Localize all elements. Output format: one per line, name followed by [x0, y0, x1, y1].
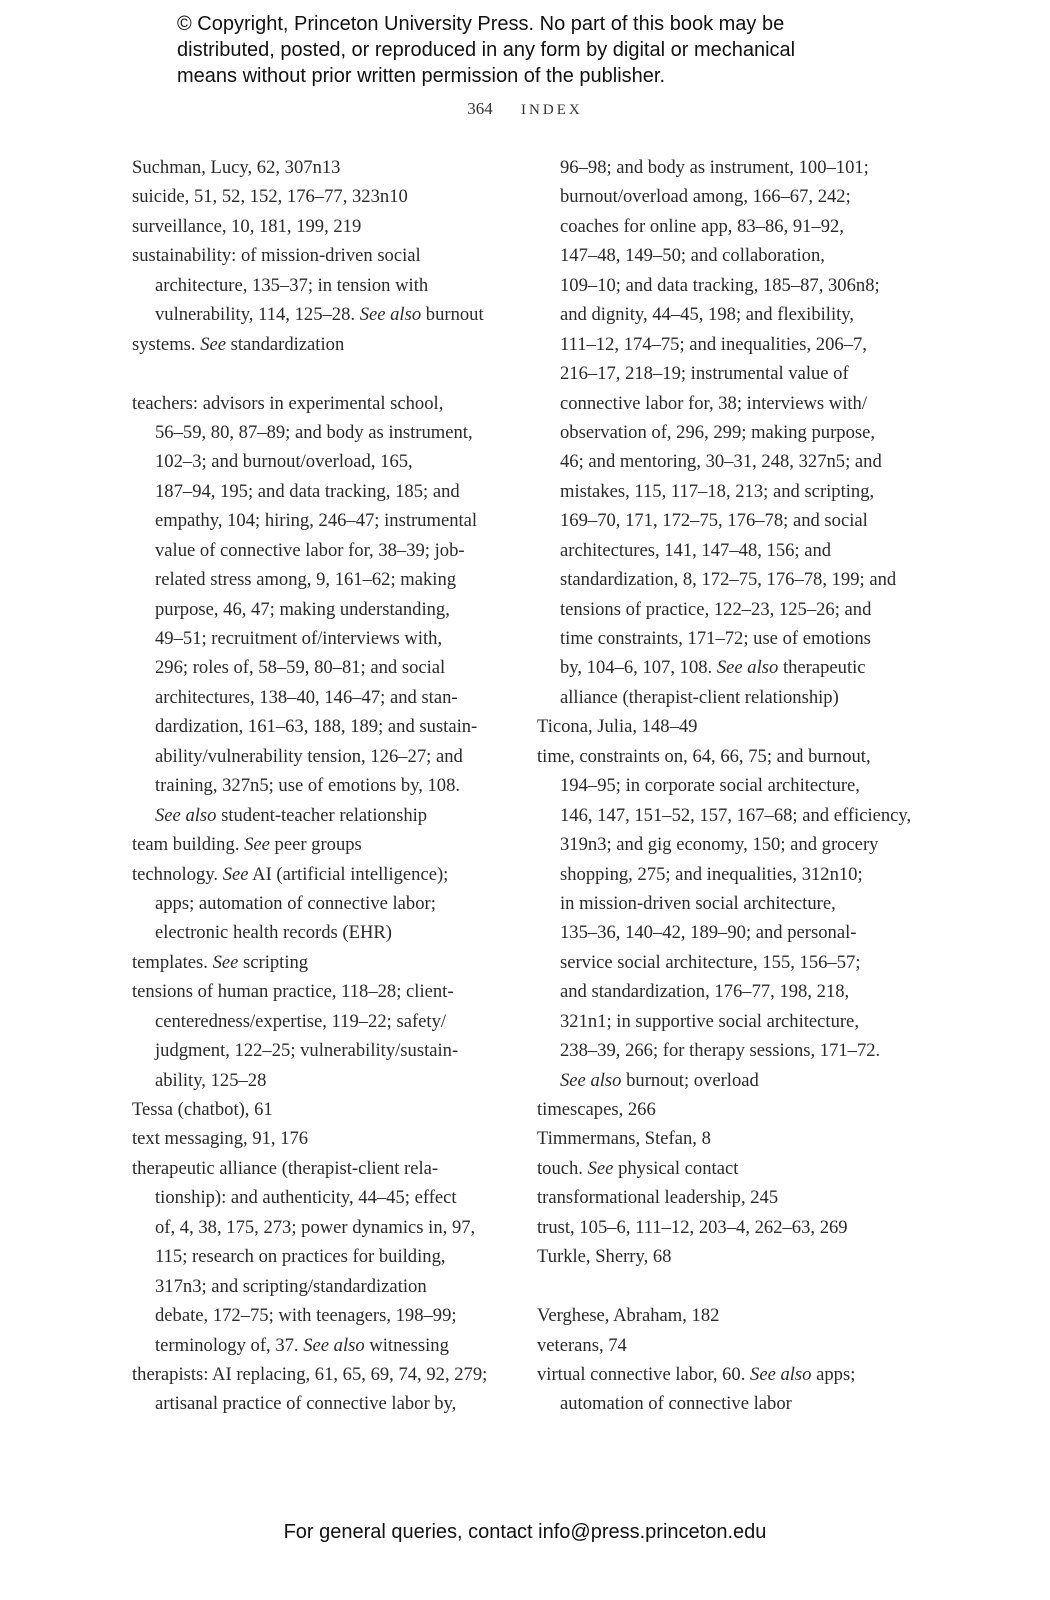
index-subline	[132, 1007, 487, 1036]
index-subline	[537, 506, 911, 535]
index-subline	[132, 742, 487, 771]
entry-text: service social architecture, 155, 156–57;	[560, 951, 861, 973]
entry-text: technology.	[132, 863, 223, 885]
entry-text: time, constraints on, 64, 66, 75; and burnout,	[537, 745, 871, 767]
copyright-line: distributed, posted, or reproduced in any form by digital or mechanical	[177, 39, 796, 61]
index-subline	[537, 153, 911, 182]
index-entry	[537, 1242, 911, 1271]
entry-text: 56–59, 80, 87–89; and body as instrument,	[155, 421, 473, 443]
index-subline	[132, 1272, 487, 1301]
entry-text: shopping, 275; and inequalities, 312n10;	[560, 863, 863, 885]
index-subline	[537, 683, 911, 712]
index-subline	[537, 389, 911, 418]
entry-text: 146, 147, 151–52, 157, 167–68; and efficiency,	[560, 804, 912, 826]
index-entry	[537, 1095, 911, 1124]
entry-text: text messaging, 91, 176	[132, 1128, 309, 1150]
index-subline	[537, 182, 911, 211]
index-subline	[537, 1007, 911, 1036]
index-subline	[132, 536, 487, 565]
cross-reference-label: See also	[359, 304, 422, 326]
entry-text: tionship): and authenticity, 44–45; effect	[155, 1187, 457, 1209]
section-title: INDEX	[521, 102, 583, 118]
index-subline	[537, 359, 911, 388]
index-entry	[132, 241, 487, 270]
entry-text: in mission-driven social architecture,	[560, 892, 836, 914]
entry-text: 296; roles of, 58–59, 80–81; and social	[155, 657, 446, 679]
index-entry	[132, 153, 487, 182]
index-subline	[537, 271, 911, 300]
entry-text: architectures, 141, 147–48, 156; and	[560, 539, 832, 561]
entry-text: ability/vulnerability tension, 126–27; and	[155, 745, 463, 767]
index-subline	[537, 771, 911, 800]
index-entry	[132, 182, 487, 211]
index-entry	[132, 212, 487, 241]
index-entry	[132, 948, 487, 977]
index-subline	[537, 830, 911, 859]
cross-reference-label: See	[200, 333, 226, 355]
index-subline	[537, 1066, 911, 1095]
entry-text: 238–39, 266; for therapy sessions, 171–72.	[560, 1040, 881, 1062]
index-subline	[132, 1389, 487, 1418]
index-subline	[132, 1331, 487, 1360]
entry-text: centeredness/expertise, 119–22; safety/	[155, 1010, 447, 1032]
index-subline	[537, 595, 911, 624]
index-subline	[132, 1066, 487, 1095]
entry-text: time constraints, 171–72; use of emotions	[560, 628, 871, 649]
index-subline	[537, 536, 911, 565]
entry-text: templates.	[132, 951, 213, 973]
index-subline	[132, 506, 487, 535]
index-entry	[537, 1360, 911, 1389]
index-subline	[132, 683, 487, 712]
index-subline	[537, 860, 911, 889]
index-subline	[537, 653, 911, 682]
index-entry	[132, 1154, 487, 1183]
index-subline	[132, 477, 487, 506]
index-subline	[132, 801, 487, 830]
index-subline	[132, 712, 487, 741]
entry-text: coaches for online app, 83–86, 91–92,	[560, 215, 844, 237]
running-head	[0, 99, 1050, 119]
entry-text: 216–17, 218–19; instrumental value of	[560, 363, 849, 385]
entry-text: 169–70, 171, 172–75, 176–78; and social	[560, 510, 868, 532]
blank-line	[132, 359, 487, 388]
entry-text: 115; research on practices for building,	[155, 1246, 446, 1268]
entry-text: artisanal practice of connective labor by,	[155, 1393, 457, 1415]
entry-text: 319n3; and gig economy, 150; and grocery	[560, 834, 879, 856]
entry-text: sustainability: of mission-driven social	[132, 245, 421, 267]
entry-text: 321n1; in supportive social architecture,	[560, 1010, 859, 1032]
entry-text: burnout/overload among, 166–67, 242;	[560, 186, 851, 208]
index-subline	[537, 300, 911, 329]
entry-text: 111–12, 174–75; and inequalities, 206–7,	[560, 333, 867, 355]
cross-reference-label: See also	[155, 804, 217, 826]
entry-text: architecture, 135–37; in tension with	[155, 274, 429, 296]
entry-text: burnout	[421, 304, 484, 326]
index-column-left	[132, 153, 487, 1419]
index-subline	[132, 624, 487, 653]
entry-text: 96–98; and body as instrument, 100–101;	[560, 157, 869, 178]
cross-reference-label: See	[244, 834, 270, 856]
entry-text: empathy, 104; hiring, 246–47; instrumental	[155, 510, 478, 532]
entry-text: terminology of, 37.	[155, 1334, 304, 1356]
index-subline	[537, 624, 911, 653]
entry-text: team building.	[132, 834, 245, 856]
entry-text: and dignity, 44–45, 198; and flexibility,	[560, 304, 855, 326]
index-entry	[537, 1154, 911, 1183]
entry-text: tensions of practice, 122–23, 125–26; and	[560, 598, 872, 620]
entry-text: timescapes, 266	[537, 1099, 656, 1120]
copyright-line: means without prior written permission of the publisher.	[177, 65, 666, 87]
index-entry	[537, 1331, 911, 1360]
entry-text: Ticona, Julia, 148–49	[537, 716, 698, 738]
blank-line	[537, 1272, 911, 1301]
index-subline	[537, 418, 911, 447]
entry-text: therapeutic	[778, 657, 866, 679]
entry-text: training, 327n5; use of emotions by, 108.	[155, 775, 461, 797]
index-entry	[132, 330, 487, 359]
entry-text: standardization, 8, 172–75, 176–78, 199; and	[560, 569, 897, 591]
entry-text: Tessa (chatbot), 61	[132, 1099, 273, 1120]
entry-text: surveillance, 10, 181, 199, 219	[132, 215, 362, 237]
index-entry	[537, 1301, 911, 1330]
entry-text: value of connective labor for, 38–39; job-	[155, 539, 465, 561]
index-subline	[537, 477, 911, 506]
index-subline	[537, 565, 911, 594]
entry-text: judgment, 122–25; vulnerability/sustain-	[155, 1040, 459, 1062]
cross-reference-label: See	[222, 863, 249, 885]
entry-text: 102–3; and burnout/overload, 165,	[155, 451, 413, 473]
index-subline	[132, 300, 487, 329]
index-subline	[132, 918, 487, 947]
index-subline	[132, 889, 487, 918]
entry-text: purpose, 46, 47; making understanding,	[155, 598, 450, 620]
index-subline	[537, 948, 911, 977]
entry-text: transformational leadership, 245	[537, 1187, 779, 1209]
entry-text: 135–36, 140–42, 189–90; and personal-	[560, 922, 857, 944]
entry-text: virtual connective labor, 60.	[537, 1363, 751, 1385]
entry-text: systems.	[132, 333, 201, 355]
index-subline	[132, 565, 487, 594]
index-entry	[537, 1124, 911, 1153]
entry-text: 49–51; recruitment of/interviews with,	[155, 628, 443, 649]
entry-text: veterans, 74	[537, 1334, 627, 1356]
entry-text: tensions of human practice, 118–28; client-	[132, 981, 454, 1003]
index-subline	[132, 1036, 487, 1065]
entry-text: therapeutic alliance (therapist-client rela-	[132, 1157, 439, 1179]
entry-text: Timmermans, Stefan, 8	[537, 1128, 711, 1150]
index-subline	[132, 653, 487, 682]
entry-text: burnout; overload	[621, 1069, 759, 1091]
index-subline	[132, 447, 487, 476]
index-subline	[537, 918, 911, 947]
index-subline	[537, 330, 911, 359]
entry-text: connective labor for, 38; interviews with/	[560, 392, 867, 414]
copyright-notice	[177, 11, 795, 89]
entry-text: student-teacher relationship	[216, 804, 428, 826]
entry-text: 109–10; and data tracking, 185–87, 306n8;	[560, 274, 880, 296]
entry-text: related stress among, 9, 161–62; making	[155, 569, 457, 591]
entry-text: vulnerability, 114, 125–28.	[155, 304, 360, 326]
index-entry	[132, 860, 487, 889]
index-subline	[132, 771, 487, 800]
index-subline	[132, 271, 487, 300]
index-entry	[132, 389, 487, 418]
entry-text: ability, 125–28	[155, 1069, 267, 1091]
entry-text: scripting	[238, 951, 309, 973]
entry-text: 46; and mentoring, 30–31, 248, 327n5; and	[560, 451, 882, 473]
entry-text: alliance (therapist-client relationship)	[560, 686, 839, 708]
entry-text: electronic health records (EHR)	[155, 922, 392, 944]
cross-reference-label: See	[212, 951, 239, 973]
index-subline	[537, 889, 911, 918]
index-subline	[537, 1389, 911, 1418]
index-subline	[132, 1301, 487, 1330]
entry-text: automation of connective labor	[560, 1393, 792, 1415]
cross-reference-label: See also	[560, 1069, 622, 1091]
entry-text: peer groups	[269, 834, 362, 856]
entry-text: debate, 172–75; with teenagers, 198–99;	[155, 1305, 457, 1327]
index-subline	[132, 595, 487, 624]
entry-text: 187–94, 195; and data tracking, 185; and	[155, 480, 460, 502]
entry-text: Verghese, Abraham, 182	[537, 1305, 720, 1327]
copyright-line: © Copyright, Princeton University Press. No part of this book may be	[177, 13, 785, 35]
index-subline	[537, 241, 911, 270]
entry-text: by, 104–6, 107, 108.	[560, 657, 717, 679]
entry-text: of, 4, 38, 175, 273; power dynamics in, 97,	[155, 1216, 476, 1238]
entry-text: touch.	[537, 1157, 588, 1179]
cross-reference-label: See also	[716, 657, 779, 679]
index-subline	[537, 977, 911, 1006]
entry-text: 147–48, 149–50; and collaboration,	[560, 245, 825, 267]
index-entry	[537, 1183, 911, 1212]
entry-text: trust, 105–6, 111–12, 203–4, 262–63, 269	[537, 1216, 848, 1238]
entry-text: apps;	[811, 1363, 856, 1385]
entry-text: mistakes, 115, 117–18, 213; and scripting,	[560, 480, 875, 502]
entry-text: observation of, 296, 299; making purpose,	[560, 421, 876, 443]
page-number: 364	[467, 99, 493, 118]
cross-reference-label: See also	[750, 1363, 812, 1385]
index-entry	[132, 830, 487, 859]
footer-contact: For general queries, contact info@press.princeton.edu	[283, 1521, 767, 1543]
entry-text: 194–95; in corporate social architecture,	[560, 775, 860, 797]
index-subline	[132, 1183, 487, 1212]
index-entry	[132, 1360, 487, 1389]
index-subline	[537, 447, 911, 476]
index-entry	[537, 1213, 911, 1242]
entry-text: standardization	[226, 333, 345, 355]
entry-text: and standardization, 176–77, 198, 218,	[560, 981, 850, 1003]
index-entry	[132, 1095, 487, 1124]
entry-text: Suchman, Lucy, 62, 307n13	[132, 157, 341, 178]
entry-text: 317n3; and scripting/standardization	[155, 1275, 427, 1297]
entry-text: dardization, 161–63, 188, 189; and sustain-	[155, 716, 478, 738]
entry-text: teachers: advisors in experimental school,	[132, 392, 444, 414]
index-subline	[537, 212, 911, 241]
cross-reference-label: See	[587, 1157, 614, 1179]
index-column-right	[537, 153, 911, 1419]
entry-text: witnessing	[364, 1334, 449, 1356]
entry-text: suicide, 51, 52, 152, 176–77, 323n10	[132, 186, 408, 208]
index-subline	[537, 801, 911, 830]
index-entry	[132, 1124, 487, 1153]
index-subline	[132, 1213, 487, 1242]
index-subline	[537, 1036, 911, 1065]
entry-text: physical contact	[613, 1157, 739, 1179]
entry-text: Turkle, Sherry, 68	[537, 1246, 672, 1268]
entry-text: therapists: AI replacing, 61, 65, 69, 74, 92, 279;	[132, 1363, 488, 1385]
index-entry	[132, 977, 487, 1006]
entry-text: apps; automation of connective labor;	[155, 892, 436, 914]
index-entry	[537, 712, 911, 741]
index-entry	[537, 742, 911, 771]
cross-reference-label: See also	[303, 1334, 365, 1356]
entry-text: AI (artificial intelligence);	[248, 863, 449, 885]
index-subline	[132, 1242, 487, 1271]
entry-text: architectures, 138–40, 146–47; and stan-	[155, 686, 458, 708]
index-subline	[132, 418, 487, 447]
